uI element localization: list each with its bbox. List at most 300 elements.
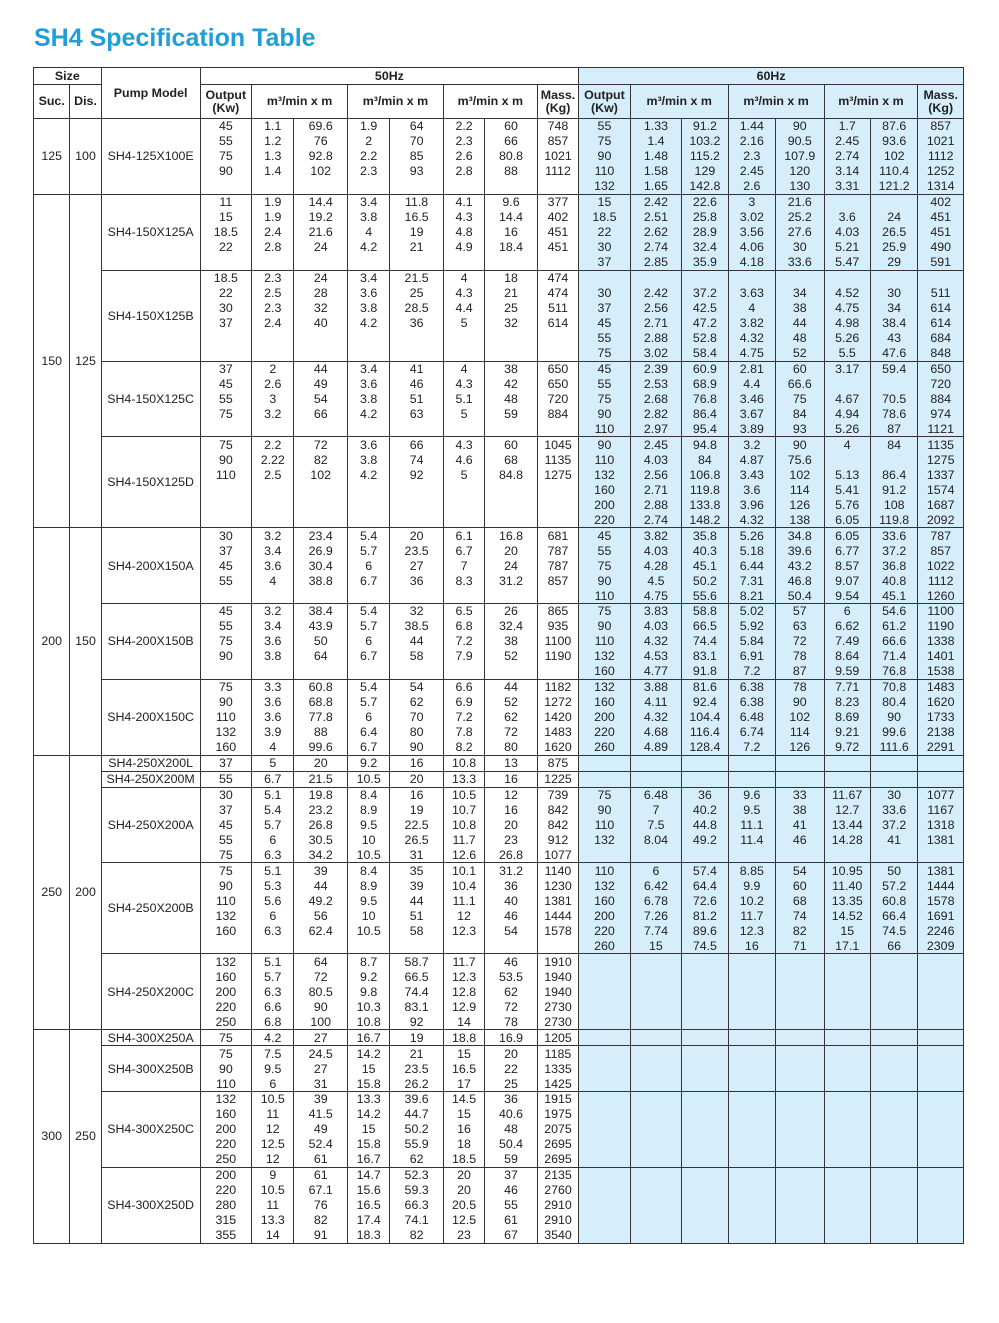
hz60-head-c-cell: 70.5: [870, 391, 917, 406]
hz60-head-b-cell: 34: [776, 286, 824, 301]
hz50-flow-c-cell: 2.6: [443, 149, 484, 164]
hz60-flow-a-cell: 2.51: [630, 210, 681, 225]
hz50-head-a-cell: 24: [294, 240, 348, 255]
hz50-mass-cell: 1185: [537, 1046, 578, 1061]
hz50-head-c-cell: 40: [485, 893, 538, 908]
hz50-head-b-cell: 51: [390, 391, 444, 406]
hz50-head-b-cell: 66.3: [390, 1198, 444, 1213]
hz60-flow-b-cell: 2.81: [728, 361, 775, 376]
hz50-head-b-cell: [390, 664, 444, 679]
hz50-mass-cell: 650: [537, 376, 578, 391]
hz60-output-cell: [579, 1167, 630, 1182]
hz50-head-c-cell: 59: [485, 406, 538, 421]
hz50-head-a-cell: 26.9: [294, 543, 348, 558]
pump-model-cell: SH4-250X200C: [101, 954, 200, 1030]
hz50-head-b-cell: 32: [390, 604, 444, 619]
hz50-head-b-cell: 38.5: [390, 619, 444, 634]
hz60-flow-a-cell: 4.75: [630, 588, 681, 603]
hz50-flow-c-cell: 2.3: [443, 134, 484, 149]
hz50-mass-cell: [537, 331, 578, 346]
hz50-head-c-cell: 16: [485, 771, 538, 787]
hz60-head-b-cell: 63: [776, 619, 824, 634]
hz60-head-c-cell: [870, 771, 917, 787]
hz50-mass-cell: 1915: [537, 1092, 578, 1107]
hz50-head-c-cell: 26: [485, 604, 538, 619]
hz60-head-b-cell: [776, 1122, 824, 1137]
hz60-flow-a-cell: 4.03: [630, 452, 681, 467]
hz50-output-cell: 132: [200, 1092, 251, 1107]
hz50-head-b-cell: 62: [390, 1152, 444, 1167]
hz50-flow-c-cell: 12.3: [443, 923, 484, 938]
hz50-flow-b-cell: [347, 938, 389, 953]
hz50-flow-a-cell: [252, 346, 294, 361]
hz60-head-b-cell: 102: [776, 467, 824, 482]
hz60-flow-c-cell: 13.44: [824, 818, 870, 833]
hz60-flow-a-cell: [630, 999, 681, 1014]
hz50-head-b-cell: 16.5: [390, 210, 444, 225]
hz60-output-cell: 132: [579, 833, 630, 848]
hz60-output-cell: 45: [579, 361, 630, 376]
hz50-mass-cell: 1940: [537, 969, 578, 984]
hz50-head-b-cell: 46: [390, 376, 444, 391]
hz60-flow-b-cell: 3: [728, 194, 775, 209]
hz50-head-a-cell: 19.2: [294, 210, 348, 225]
hz50-flow-b-cell: 10: [347, 908, 389, 923]
hz50-flow-b-cell: 8.9: [347, 803, 389, 818]
hz50-head-a-cell: 34.2: [294, 848, 348, 863]
hz60-mass-cell: 2138: [918, 725, 964, 740]
hz60-flow-a-cell: 3.88: [630, 679, 681, 694]
hz50-flow-b-cell: 15: [347, 1061, 389, 1076]
hz50-head-a-cell: 102: [294, 467, 348, 482]
hz60-flow-b-cell: 9.5: [728, 803, 775, 818]
header-mass-50: Mass. (Kg): [537, 85, 578, 119]
hz60-output-cell: 90: [579, 406, 630, 421]
hz60-mass-cell: 1112: [918, 573, 964, 588]
hz50-head-c-cell: 31.2: [485, 863, 538, 878]
table-row: [34, 270, 964, 285]
hz60-head-a-cell: 40.3: [682, 543, 728, 558]
hz60-head-b-cell: 138: [776, 512, 824, 527]
hz60-flow-a-cell: 2.74: [630, 240, 681, 255]
hz50-head-c-cell: 60: [485, 437, 538, 452]
hz50-flow-b-cell: 2.2: [347, 149, 389, 164]
hz60-flow-c-cell: 14.52: [824, 908, 870, 923]
hz50-mass-cell: 614: [537, 316, 578, 331]
hz50-head-b-cell: 19: [390, 1030, 444, 1046]
hz50-flow-c-cell: 14: [443, 1014, 484, 1029]
hz60-mass-cell: [918, 1198, 964, 1213]
hz50-flow-c-cell: 6.9: [443, 695, 484, 710]
hz60-head-c-cell: 80.4: [870, 695, 917, 710]
hz50-head-c-cell: 48: [485, 391, 538, 406]
hz60-head-a-cell: 42.5: [682, 301, 728, 316]
hz50-flow-c-cell: 10.7: [443, 803, 484, 818]
hz60-mass-cell: 1574: [918, 482, 964, 497]
hz60-head-a-cell: 128.4: [682, 740, 728, 755]
table-row: [34, 1030, 964, 1046]
hz60-head-b-cell: 78: [776, 679, 824, 694]
hz60-flow-c-cell: 10.95: [824, 863, 870, 878]
hz60-head-c-cell: 57.2: [870, 878, 917, 893]
hz60-head-b-cell: 50.4: [776, 588, 824, 603]
header-flow-head-50-c: m³/min x m: [443, 85, 537, 119]
hz60-flow-b-cell: 16: [728, 938, 775, 953]
hz50-output-cell: 355: [200, 1228, 251, 1243]
hz50-flow-a-cell: 3.8: [252, 649, 294, 664]
hz60-flow-c-cell: 4: [824, 437, 870, 452]
hz50-head-c-cell: [485, 255, 538, 270]
hz60-flow-c-cell: 6.77: [824, 543, 870, 558]
hz50-flow-c-cell: 6.5: [443, 604, 484, 619]
hz60-head-b-cell: 21.6: [776, 194, 824, 209]
hz50-output-cell: 110: [200, 893, 251, 908]
hz50-output-cell: 90: [200, 1061, 251, 1076]
hz60-head-c-cell: 90: [870, 710, 917, 725]
hz50-mass-cell: 1190: [537, 649, 578, 664]
hz50-flow-a-cell: 5.3: [252, 878, 294, 893]
hz60-head-b-cell: 46.8: [776, 573, 824, 588]
hz60-mass-cell: 1444: [918, 878, 964, 893]
hz60-output-cell: 200: [579, 497, 630, 512]
hz50-flow-b-cell: 10.5: [347, 771, 389, 787]
hz50-head-a-cell: 39: [294, 863, 348, 878]
hz60-head-c-cell: 24: [870, 210, 917, 225]
hz50-flow-a-cell: 13.3: [252, 1213, 294, 1228]
hz50-flow-b-cell: 8.7: [347, 954, 389, 969]
hz60-head-c-cell: 37.2: [870, 818, 917, 833]
hz60-flow-a-cell: [630, 1228, 681, 1243]
hz60-flow-a-cell: 4.89: [630, 740, 681, 755]
hz50-flow-b-cell: 8.4: [347, 787, 389, 802]
hz50-flow-b-cell: [347, 664, 389, 679]
pump-model-cell: SH4-150X125C: [101, 361, 200, 437]
pump-model-cell: SH4-250X200M: [101, 771, 200, 787]
hz60-mass-cell: 1275: [918, 452, 964, 467]
hz60-head-b-cell: 66.6: [776, 376, 824, 391]
hz50-head-c-cell: 18: [485, 270, 538, 285]
hz60-flow-b-cell: 3.6: [728, 482, 775, 497]
hz50-head-a-cell: 56: [294, 908, 348, 923]
hz60-output-cell: 37: [579, 301, 630, 316]
hz50-output-cell: 90: [200, 164, 251, 179]
hz60-head-b-cell: [776, 999, 824, 1014]
hz60-flow-b-cell: 3.43: [728, 467, 775, 482]
hz50-flow-c-cell: 7.8: [443, 725, 484, 740]
hz50-head-c-cell: 20: [485, 818, 538, 833]
hz50-flow-b-cell: 6.7: [347, 649, 389, 664]
hz50-head-b-cell: 36: [390, 316, 444, 331]
hz50-output-cell: 15: [200, 210, 251, 225]
hz50-head-a-cell: 69.6: [294, 119, 348, 134]
hz50-head-a-cell: 80.5: [294, 984, 348, 999]
hz50-head-b-cell: 51: [390, 908, 444, 923]
hz50-flow-c-cell: 7: [443, 558, 484, 573]
hz60-head-c-cell: [870, 1092, 917, 1107]
hz50-head-b-cell: [390, 588, 444, 603]
hz50-flow-c-cell: 5: [443, 406, 484, 421]
header-suc: Suc.: [34, 85, 70, 119]
hz50-head-a-cell: [294, 512, 348, 527]
hz50-head-c-cell: 80: [485, 740, 538, 755]
hz50-output-cell: 37: [200, 316, 251, 331]
hz50-head-c-cell: 62: [485, 710, 538, 725]
hz50-mass-cell: 1975: [537, 1107, 578, 1122]
hz60-output-cell: 30: [579, 240, 630, 255]
hz60-head-c-cell: [870, 1076, 917, 1091]
hz60-flow-c-cell: 3.6: [824, 210, 870, 225]
hz50-flow-b-cell: 4.2: [347, 467, 389, 482]
hz60-head-c-cell: 45.1: [870, 588, 917, 603]
hz50-mass-cell: 865: [537, 604, 578, 619]
hz50-flow-a-cell: 6.3: [252, 923, 294, 938]
hz50-flow-a-cell: 5.7: [252, 818, 294, 833]
hz60-flow-a-cell: 2.42: [630, 194, 681, 209]
hz60-flow-c-cell: 6.05: [824, 512, 870, 527]
hz60-head-c-cell: 78.6: [870, 406, 917, 421]
hz50-head-c-cell: 72: [485, 999, 538, 1014]
hz50-output-cell: [200, 664, 251, 679]
hz50-mass-cell: [537, 255, 578, 270]
hz60-mass-cell: 1021: [918, 134, 964, 149]
hz50-mass-cell: 842: [537, 803, 578, 818]
hz50-mass-cell: 1420: [537, 710, 578, 725]
hz50-flow-c-cell: 20.5: [443, 1198, 484, 1213]
hz50-mass-cell: 875: [537, 755, 578, 771]
hz50-head-b-cell: 66.5: [390, 969, 444, 984]
hz50-head-a-cell: [294, 346, 348, 361]
hz60-head-b-cell: 52: [776, 346, 824, 361]
hz50-output-cell: 55: [200, 391, 251, 406]
hz50-flow-b-cell: 5.7: [347, 695, 389, 710]
hz50-output-cell: 132: [200, 725, 251, 740]
hz60-mass-cell: [918, 999, 964, 1014]
hz50-head-b-cell: 25: [390, 286, 444, 301]
hz50-flow-c-cell: 5.1: [443, 391, 484, 406]
hz60-head-c-cell: [870, 755, 917, 771]
hz50-flow-a-cell: 2.5: [252, 467, 294, 482]
spec-table: [33, 67, 964, 1244]
hz60-flow-a-cell: [630, 1122, 681, 1137]
hz50-head-a-cell: 88: [294, 725, 348, 740]
hz50-mass-cell: 2730: [537, 1014, 578, 1029]
hz60-head-b-cell: 48: [776, 331, 824, 346]
pump-model-cell: SH4-300X250C: [101, 1092, 200, 1168]
hz60-flow-c-cell: 3.17: [824, 361, 870, 376]
hz60-head-a-cell: 83.1: [682, 649, 728, 664]
hz60-head-b-cell: [776, 1014, 824, 1029]
header-flow-head-50-b: m³/min x m: [347, 85, 443, 119]
hz50-head-b-cell: 26.2: [390, 1076, 444, 1091]
hz60-flow-c-cell: [824, 1092, 870, 1107]
hz60-head-b-cell: 41: [776, 818, 824, 833]
hz60-mass-cell: 1733: [918, 710, 964, 725]
hz60-flow-b-cell: 4.32: [728, 331, 775, 346]
hz60-flow-a-cell: [630, 848, 681, 863]
hz50-head-b-cell: 35: [390, 863, 444, 878]
hz50-flow-a-cell: 3.9: [252, 725, 294, 740]
hz60-flow-a-cell: 4.28: [630, 558, 681, 573]
hz50-flow-a-cell: [252, 179, 294, 194]
hz60-flow-b-cell: 6.44: [728, 558, 775, 573]
hz60-flow-a-cell: [630, 1061, 681, 1076]
hz50-output-cell: 110: [200, 710, 251, 725]
hz60-mass-cell: 684: [918, 331, 964, 346]
hz60-mass-cell: [918, 1228, 964, 1243]
hz50-flow-b-cell: 2: [347, 134, 389, 149]
hz60-head-a-cell: 35.9: [682, 255, 728, 270]
hz60-head-a-cell: 50.2: [682, 573, 728, 588]
hz50-mass-cell: 935: [537, 619, 578, 634]
hz60-head-b-cell: 33.6: [776, 255, 824, 270]
hz60-output-cell: 110: [579, 421, 630, 436]
hz60-output-cell: 90: [579, 149, 630, 164]
hz60-flow-c-cell: 2.74: [824, 149, 870, 164]
hz50-mass-cell: [537, 421, 578, 436]
hz60-flow-b-cell: 5.18: [728, 543, 775, 558]
hz50-head-c-cell: 54: [485, 923, 538, 938]
hz50-head-b-cell: 83.1: [390, 999, 444, 1014]
hz50-flow-c-cell: [443, 346, 484, 361]
hz50-output-cell: 220: [200, 1183, 251, 1198]
hz50-flow-a-cell: 1.3: [252, 149, 294, 164]
pump-model-cell: SH4-250X200L: [101, 755, 200, 771]
hz60-head-b-cell: 114: [776, 725, 824, 740]
hz50-output-cell: 75: [200, 1046, 251, 1061]
hz50-flow-a-cell: 3.2: [252, 604, 294, 619]
hz60-mass-cell: 1022: [918, 558, 964, 573]
hz60-output-cell: 200: [579, 710, 630, 725]
hz50-flow-b-cell: 3.8: [347, 301, 389, 316]
hz60-flow-c-cell: 5.5: [824, 346, 870, 361]
table-row: [34, 604, 964, 619]
hz60-flow-c-cell: [824, 1228, 870, 1243]
hz60-flow-a-cell: 4.03: [630, 619, 681, 634]
hz60-head-c-cell: 70.8: [870, 679, 917, 694]
hz60-head-b-cell: 30: [776, 240, 824, 255]
hz50-mass-cell: 2910: [537, 1198, 578, 1213]
hz50-head-b-cell: [390, 179, 444, 194]
hz60-flow-b-cell: 4.32: [728, 512, 775, 527]
hz60-flow-b-cell: 1.44: [728, 119, 775, 134]
hz50-flow-b-cell: [347, 421, 389, 436]
hz60-head-a-cell: 57.4: [682, 863, 728, 878]
table-row: [34, 863, 964, 878]
hz50-head-c-cell: 21: [485, 286, 538, 301]
hz60-flow-a-cell: 1.58: [630, 164, 681, 179]
hz60-head-c-cell: 86.4: [870, 467, 917, 482]
hz50-mass-cell: 681: [537, 528, 578, 543]
hz50-flow-c-cell: 12.3: [443, 969, 484, 984]
hz60-flow-a-cell: 2.42: [630, 286, 681, 301]
hz50-mass-cell: 2075: [537, 1122, 578, 1137]
hz50-head-b-cell: [390, 346, 444, 361]
hz50-head-c-cell: 16: [485, 225, 538, 240]
hz50-mass-cell: [537, 179, 578, 194]
hz60-flow-c-cell: [824, 954, 870, 969]
hz60-head-a-cell: 133.8: [682, 497, 728, 512]
hz50-flow-c-cell: 18: [443, 1137, 484, 1152]
hz50-head-c-cell: 13: [485, 755, 538, 771]
hz50-flow-a-cell: 3.6: [252, 710, 294, 725]
hz50-head-a-cell: 61: [294, 1152, 348, 1167]
pump-model-cell: SH4-150X125D: [101, 437, 200, 528]
hz50-output-cell: 45: [200, 119, 251, 134]
hz50-mass-cell: 1230: [537, 878, 578, 893]
hz50-mass-cell: 1275: [537, 467, 578, 482]
hz60-head-b-cell: [776, 1107, 824, 1122]
hz60-head-a-cell: 37.2: [682, 286, 728, 301]
hz60-flow-b-cell: 4.75: [728, 346, 775, 361]
hz60-head-b-cell: 60: [776, 878, 824, 893]
hz50-flow-a-cell: 3.2: [252, 406, 294, 421]
hz60-head-a-cell: [682, 1092, 728, 1107]
hz50-output-cell: 160: [200, 923, 251, 938]
hz60-head-b-cell: 114: [776, 482, 824, 497]
hz50-flow-c-cell: 7.9: [443, 649, 484, 664]
hz50-head-c-cell: 46: [485, 908, 538, 923]
hz60-head-b-cell: 43.2: [776, 558, 824, 573]
hz60-head-c-cell: [870, 1228, 917, 1243]
hz50-flow-a-cell: [252, 938, 294, 953]
hz50-mass-cell: 1140: [537, 863, 578, 878]
hz60-head-b-cell: 57: [776, 604, 824, 619]
hz50-mass-cell: 402: [537, 210, 578, 225]
hz60-head-a-cell: [682, 1167, 728, 1182]
hz60-mass-cell: 650: [918, 361, 964, 376]
hz60-head-c-cell: 37.2: [870, 543, 917, 558]
hz60-flow-b-cell: 3.02: [728, 210, 775, 225]
hz60-head-a-cell: 66.5: [682, 619, 728, 634]
hz60-output-cell: [579, 848, 630, 863]
hz50-flow-c-cell: 12.8: [443, 984, 484, 999]
hz50-mass-cell: [537, 482, 578, 497]
hz60-head-a-cell: 92.4: [682, 695, 728, 710]
pump-model-cell: SH4-300X250A: [101, 1030, 200, 1046]
hz60-head-c-cell: 41: [870, 833, 917, 848]
hz60-head-b-cell: 90: [776, 437, 824, 452]
hz60-output-cell: 110: [579, 634, 630, 649]
hz50-mass-cell: 2910: [537, 1213, 578, 1228]
hz50-flow-a-cell: 6: [252, 1076, 294, 1091]
hz50-flow-c-cell: 4.3: [443, 210, 484, 225]
hz60-mass-cell: 1620: [918, 695, 964, 710]
hz60-flow-c-cell: [824, 984, 870, 999]
hz60-output-cell: 110: [579, 452, 630, 467]
hz60-flow-b-cell: 7.31: [728, 573, 775, 588]
hz50-head-c-cell: 88: [485, 164, 538, 179]
hz50-head-b-cell: 36: [390, 573, 444, 588]
hz50-head-a-cell: 52.4: [294, 1137, 348, 1152]
hz50-flow-c-cell: 17: [443, 1076, 484, 1091]
hz60-flow-b-cell: 5.02: [728, 604, 775, 619]
hz50-flow-b-cell: 3.4: [347, 194, 389, 209]
hz50-flow-b-cell: [347, 512, 389, 527]
hz50-flow-b-cell: 14.7: [347, 1167, 389, 1182]
hz60-flow-c-cell: 12.7: [824, 803, 870, 818]
hz50-flow-c-cell: 4.3: [443, 286, 484, 301]
hz60-flow-b-cell: 9.6: [728, 787, 775, 802]
hz50-head-b-cell: 55.9: [390, 1137, 444, 1152]
hz50-head-b-cell: 90: [390, 740, 444, 755]
hz60-mass-cell: 1691: [918, 908, 964, 923]
hz60-output-cell: [579, 1014, 630, 1029]
hz60-head-a-cell: 106.8: [682, 467, 728, 482]
hz50-flow-c-cell: 18.5: [443, 1152, 484, 1167]
hz50-flow-a-cell: 1.9: [252, 210, 294, 225]
hz50-head-b-cell: 44: [390, 893, 444, 908]
hz60-head-b-cell: [776, 1046, 824, 1061]
